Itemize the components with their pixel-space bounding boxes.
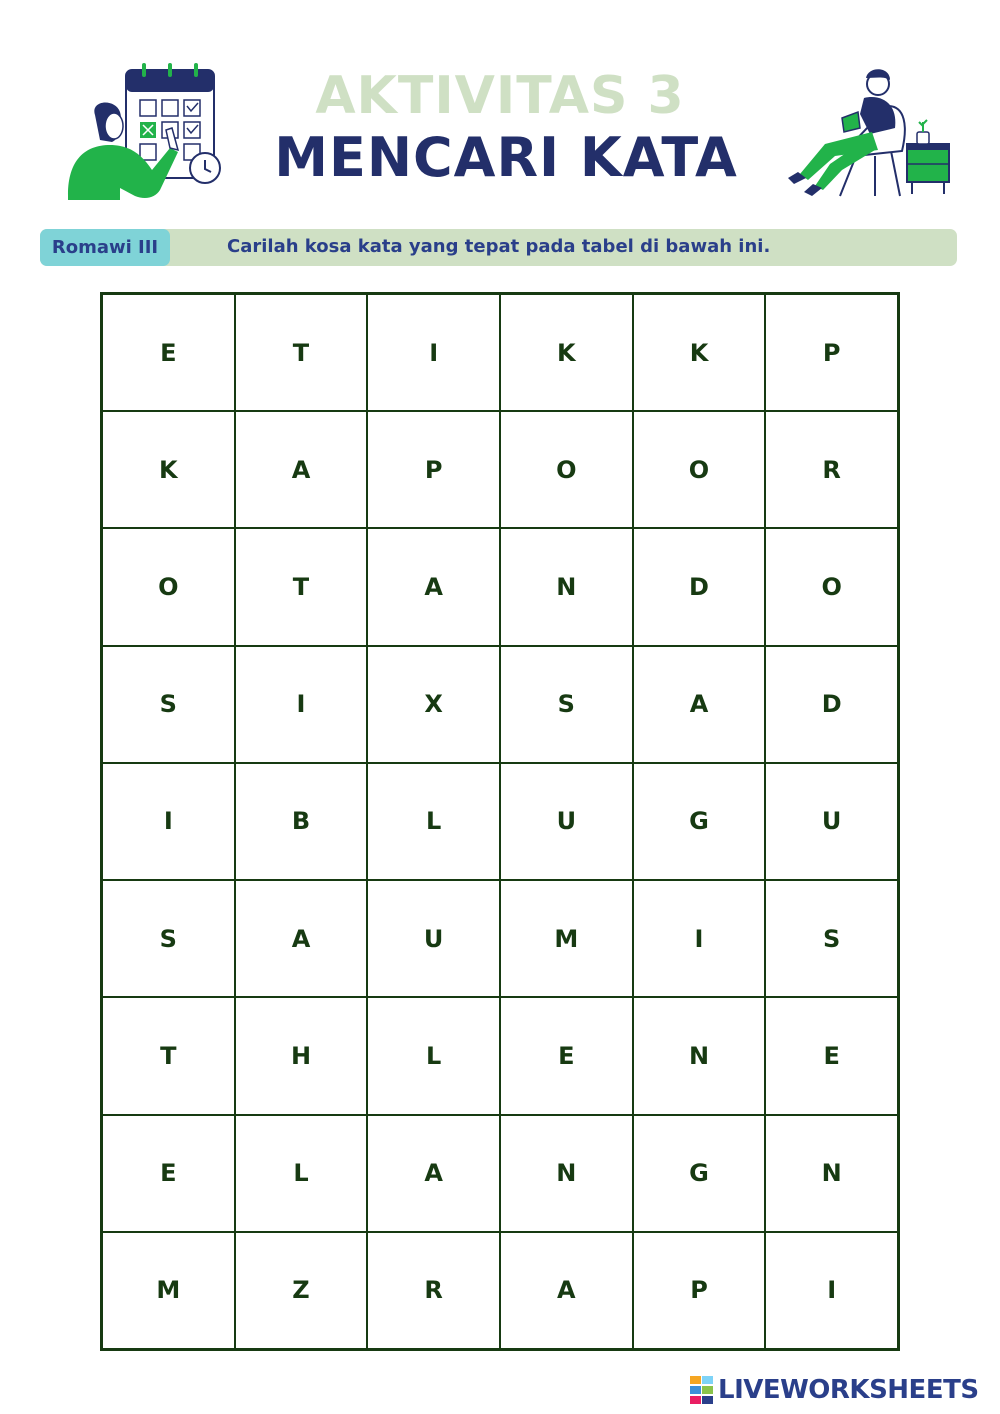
grid-cell[interactable]: R bbox=[367, 1232, 500, 1349]
grid-cell[interactable]: N bbox=[765, 1115, 898, 1232]
grid-cell[interactable]: U bbox=[367, 880, 500, 997]
instruction-tag: Romawi III bbox=[40, 229, 170, 266]
grid-cell[interactable]: H bbox=[235, 997, 368, 1114]
grid-cell[interactable]: O bbox=[633, 411, 766, 528]
brand-logo bbox=[690, 1372, 979, 1408]
grid-cell[interactable]: S bbox=[765, 880, 898, 997]
grid-cell[interactable]: D bbox=[765, 646, 898, 763]
grid-cell[interactable]: E bbox=[102, 1115, 235, 1232]
grid-cell[interactable]: A bbox=[500, 1232, 633, 1349]
grid-cell[interactable]: G bbox=[633, 1115, 766, 1232]
grid-cell[interactable]: T bbox=[235, 528, 368, 645]
grid-cell[interactable]: X bbox=[367, 646, 500, 763]
grid-cell[interactable]: P bbox=[367, 411, 500, 528]
grid-cell[interactable]: I bbox=[102, 763, 235, 880]
grid-cell[interactable]: L bbox=[367, 763, 500, 880]
grid-cell[interactable]: K bbox=[633, 294, 766, 411]
grid-cell[interactable]: O bbox=[102, 528, 235, 645]
grid-cell[interactable]: S bbox=[102, 646, 235, 763]
grid-cell[interactable]: M bbox=[500, 880, 633, 997]
word-search-grid bbox=[100, 292, 900, 1351]
grid-cell[interactable]: P bbox=[765, 294, 898, 411]
grid-cell[interactable]: I bbox=[633, 880, 766, 997]
grid-cell[interactable]: K bbox=[102, 411, 235, 528]
brand-name: LIVEWORKSHEETS bbox=[718, 1375, 979, 1405]
grid-cell[interactable]: U bbox=[500, 763, 633, 880]
grid-cell[interactable]: E bbox=[765, 997, 898, 1114]
grid-cell[interactable]: G bbox=[633, 763, 766, 880]
grid-cell[interactable]: N bbox=[500, 528, 633, 645]
grid-cell[interactable]: D bbox=[633, 528, 766, 645]
grid-cell[interactable]: S bbox=[102, 880, 235, 997]
grid-cell[interactable]: N bbox=[500, 1115, 633, 1232]
grid-cell[interactable]: N bbox=[633, 997, 766, 1114]
grid-cell[interactable]: I bbox=[235, 646, 368, 763]
grid-cell[interactable]: O bbox=[500, 411, 633, 528]
grid-cell[interactable]: A bbox=[633, 646, 766, 763]
grid-cell[interactable]: A bbox=[235, 411, 368, 528]
grid-cell[interactable]: M bbox=[102, 1232, 235, 1349]
grid-cell[interactable]: I bbox=[367, 294, 500, 411]
page-title: MENCARI KATA bbox=[274, 126, 738, 189]
grid-cell[interactable]: U bbox=[765, 763, 898, 880]
grid-cell[interactable]: L bbox=[235, 1115, 368, 1232]
grid-cell[interactable]: K bbox=[500, 294, 633, 411]
grid-cell[interactable]: A bbox=[367, 528, 500, 645]
grid-cell[interactable]: B bbox=[235, 763, 368, 880]
grid-cell[interactable]: O bbox=[765, 528, 898, 645]
grid-cell[interactable]: A bbox=[367, 1115, 500, 1232]
grid-cell[interactable]: T bbox=[102, 997, 235, 1114]
grid-cell[interactable]: I bbox=[765, 1232, 898, 1349]
grid-cell[interactable]: T bbox=[235, 294, 368, 411]
grid-cell[interactable]: R bbox=[765, 411, 898, 528]
grid-cell[interactable]: E bbox=[102, 294, 235, 411]
activity-subtitle: AKTIVITAS 3 bbox=[315, 66, 685, 126]
grid-cell[interactable]: P bbox=[633, 1232, 766, 1349]
liveworksheets-logo-icon bbox=[690, 1376, 714, 1404]
grid-cell[interactable]: A bbox=[235, 880, 368, 997]
grid-cell[interactable]: Z bbox=[235, 1232, 368, 1349]
grid-cell[interactable]: E bbox=[500, 997, 633, 1114]
grid-cell[interactable]: L bbox=[367, 997, 500, 1114]
grid-cell[interactable]: S bbox=[500, 646, 633, 763]
instruction-text: Carilah kosa kata yang tepat pada tabel di bawah ini. bbox=[227, 236, 771, 257]
